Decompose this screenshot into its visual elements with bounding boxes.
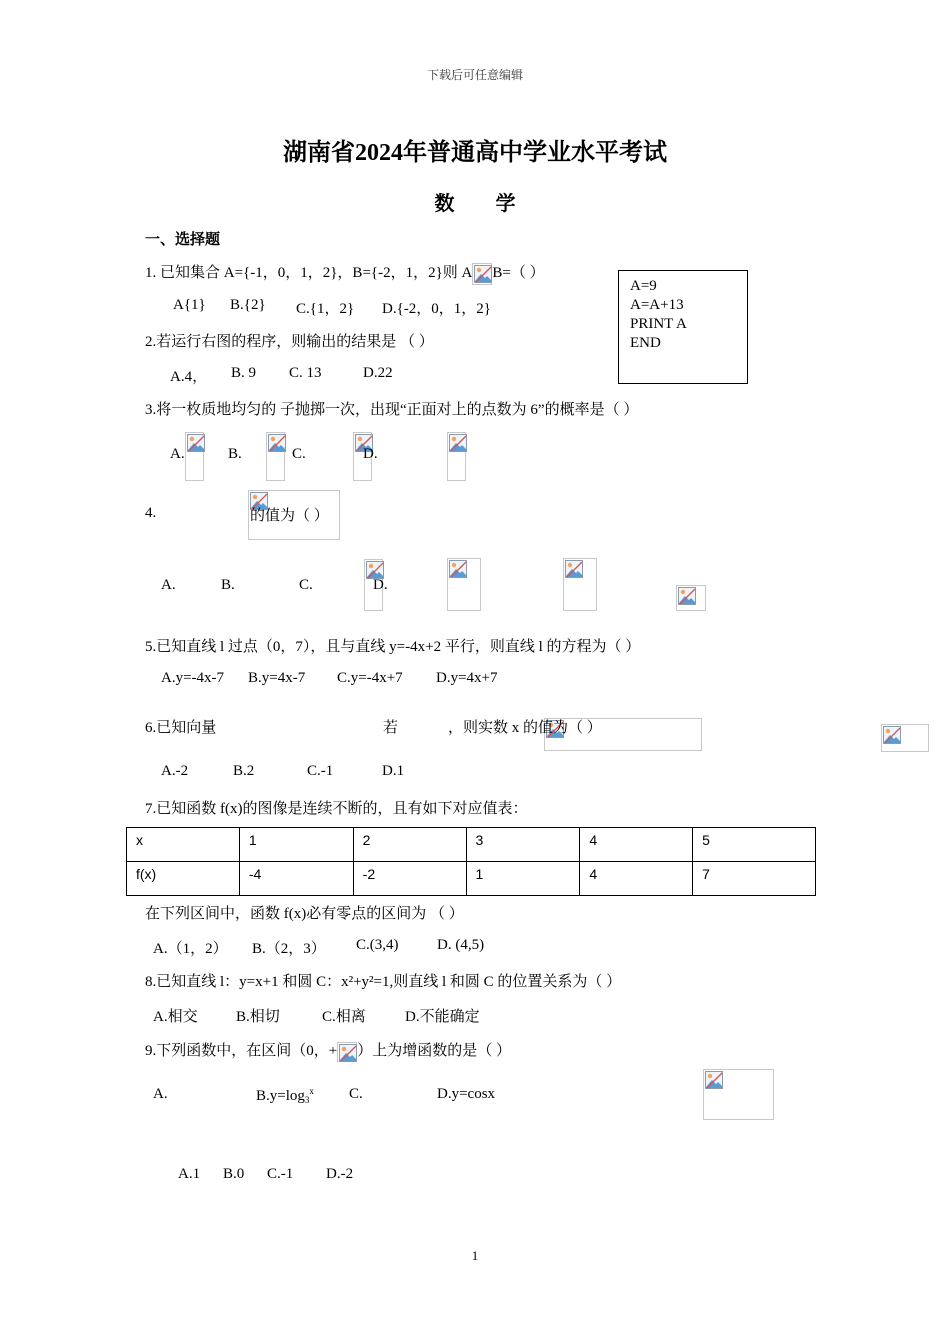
question-8-option-d: D.不能确定 [405, 1009, 480, 1025]
question-9-stem-a: 9.下列函数中，在区间（0，+ [145, 1043, 338, 1059]
subject-title: 数 学 [434, 193, 534, 215]
question-9-option-d: D.y=cosx [437, 1086, 496, 1102]
question-9-option-b-text: B.y=log [256, 1088, 305, 1104]
value-table [126, 827, 816, 896]
image-placeholder-icon [881, 724, 929, 752]
image-placeholder-icon [266, 432, 285, 481]
image-placeholder-icon [472, 263, 492, 285]
question-7-option-c: C.(3,4) [356, 937, 399, 953]
table-cell: f(x) [127, 862, 240, 896]
question-1-stem-a: 1. 已知集合 A={-1，0，1，2}，B={-2，1，2}则 A [145, 265, 473, 281]
question-6-option-a: A.-2 [161, 763, 189, 779]
question-4-tail: 的值为（ ） [250, 508, 329, 524]
table-cell: x [127, 828, 240, 862]
question-5-stem: 5.已知直线 l 过点（0，7），且与直线 y=-4x+2 平行，则直线 l 的方程为（ ） [145, 639, 641, 655]
question-8-stem: 8.已知直线 l：y=x+1 和圆 C：x²+y²=1,则直线 l 和圆 C 的位置关系为（ ） [145, 974, 622, 990]
section-title: 一、选择题 [145, 232, 221, 248]
image-placeholder-icon [563, 558, 597, 611]
question-6-option-b: B.2 [233, 763, 255, 779]
program-line: A=A+13 [630, 297, 684, 313]
log-base: 3 [304, 1095, 310, 1105]
question-8-option-b: B.相切 [236, 1009, 280, 1025]
table-cell: 3 [466, 828, 580, 862]
question-3-option-a: A. [170, 446, 185, 462]
question-6-option-c: C.-1 [307, 763, 334, 779]
question-1-stem [145, 261, 545, 285]
program-box [618, 270, 748, 384]
table-cell: 5 [693, 828, 816, 862]
question-7-option-d: D. (4,5) [437, 937, 485, 953]
question-6-part-b: 若 [383, 720, 399, 736]
question-9-option-a: A. [153, 1086, 168, 1102]
infinity-image-icon [337, 1042, 357, 1062]
question-2-stem: 2.若运行右图的程序，则输出的结果是 （ ） [145, 334, 434, 350]
question-4-option-b: B. [221, 577, 235, 593]
question-5-option-a: A.y=-4x-7 [161, 670, 225, 686]
question-2-option-d: D.22 [363, 365, 393, 381]
image-placeholder-icon [447, 432, 466, 481]
question-5-option-d: D.y=4x+7 [436, 670, 498, 686]
question-7-stem: 7.已知函数 f(x)的图像是连续不断的，且有如下对应值表： [145, 801, 528, 817]
question-2-option-b: B. 9 [231, 365, 257, 381]
program-line: A=9 [630, 278, 657, 294]
question-1-option-b: B.{2} [230, 297, 266, 313]
table-cell: 4 [580, 862, 693, 896]
question-7-follow: 在下列区间中，函数 f(x)必有零点的区间为 （ ） [145, 906, 464, 922]
question-10-option-a: A.1 [178, 1166, 201, 1182]
question-8-option-a: A.相交 [153, 1009, 198, 1025]
question-7-option-b: B.（2，3） [252, 941, 326, 957]
question-6-part-c: ，则实数 x 的值为（ ） [448, 720, 602, 736]
question-9-option-b [256, 1086, 314, 1105]
question-5-option-b: B.y=4x-7 [248, 670, 306, 686]
question-4-option-a: A. [161, 577, 176, 593]
question-5-option-c: C.y=-4x+7 [337, 670, 403, 686]
program-line: END [630, 335, 661, 351]
question-1-option-d: D.{-2，0，1，2} [382, 301, 491, 317]
image-placeholder-icon [676, 585, 706, 611]
question-3-option-c: C. [292, 446, 306, 462]
question-2-option-c: C. 13 [289, 365, 322, 381]
image-placeholder-icon [447, 558, 481, 611]
page-header: 下载后可任意编辑 [426, 68, 523, 82]
question-10-option-d: D.-2 [326, 1166, 354, 1182]
question-3-option-b: B. [228, 446, 242, 462]
question-1-option-c: C.{1，2} [296, 301, 355, 317]
table-cell: -4 [239, 862, 353, 896]
table-cell: 2 [353, 828, 466, 862]
image-placeholder-icon [703, 1069, 774, 1120]
table-cell: 1 [239, 828, 353, 862]
table-cell: 4 [580, 828, 693, 862]
exam-title: 湖南省2024年普通高中学业水平考试 [283, 140, 667, 166]
question-8-option-c: C.相离 [322, 1009, 366, 1025]
table-cell: 1 [466, 862, 580, 896]
question-3-option-d: D. [363, 446, 378, 462]
question-9-stem [145, 1039, 511, 1062]
image-placeholder-icon [185, 432, 204, 481]
question-1-option-a: A{1} [173, 297, 206, 313]
question-4-number: 4. [145, 505, 157, 521]
question-6-part-a: 6.已知向量 [145, 720, 217, 736]
question-1-stem-b: B=（ ） [492, 265, 545, 281]
log-exponent: x [309, 1086, 314, 1096]
question-2-option-a: A.4， [170, 369, 208, 385]
question-6-option-d: D.1 [382, 763, 405, 779]
program-line: PRINT A [630, 316, 687, 332]
question-7-option-a: A.（1，2） [153, 941, 228, 957]
question-4-option-d: D. [373, 577, 388, 593]
question-10-option-c: C.-1 [267, 1166, 294, 1182]
page-number: 1 [471, 1248, 479, 1263]
table-cell: 7 [693, 862, 816, 896]
question-3-stem: 3.将一枚质地均匀的 子抛掷一次，出现“正面对上的点数为 6”的概率是（ ） [145, 402, 639, 418]
table-row [127, 828, 816, 862]
table-row [127, 862, 816, 896]
question-10-option-b: B.0 [223, 1166, 245, 1182]
table-cell: -2 [353, 862, 466, 896]
question-4-option-c: C. [299, 577, 313, 593]
question-9-stem-b: ）上为增函数的是（ ） [357, 1043, 511, 1059]
question-9-option-c: C. [349, 1086, 363, 1102]
